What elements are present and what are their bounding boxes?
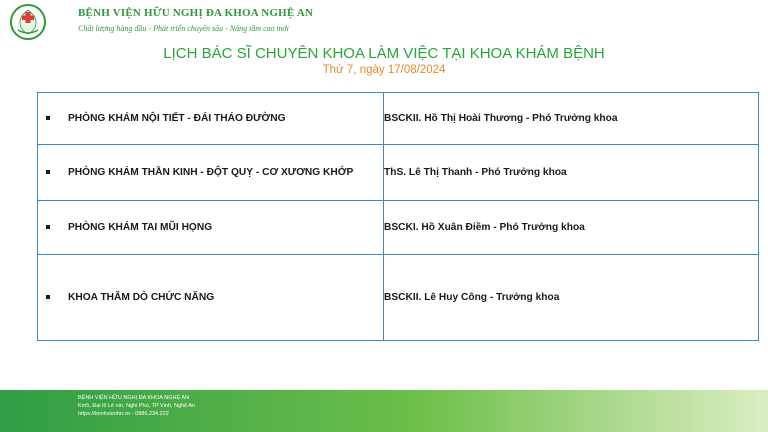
department-name: PHÒNG KHÁM TAI MŨI HỌNG bbox=[68, 222, 213, 233]
doctor-name: BSCKI. Hồ Xuân Điềm - Phó Trưởng khoa bbox=[384, 222, 585, 233]
doctor-name: ThS. Lê Thị Thanh - Phó Trưởng khoa bbox=[384, 167, 567, 178]
table-row bbox=[38, 93, 759, 145]
department-cell bbox=[38, 201, 384, 255]
department-name: PHÒNG KHÁM NỘI TIẾT - ĐÁI THÁO ĐƯỜNG bbox=[68, 113, 286, 124]
footer-hospital-name: BỆNH VIỆN HỮU NGHỊ ĐA KHOA NGHỆ AN bbox=[78, 395, 190, 401]
hospital-logo bbox=[10, 4, 46, 40]
table-row bbox=[38, 201, 759, 255]
table-row bbox=[38, 145, 759, 201]
hospital-slogan: Chất lượng hàng đầu - Phát triển chuyên sâu - Nâng tầm cao mới bbox=[78, 24, 289, 33]
bullet-icon bbox=[46, 116, 50, 120]
page-title: LỊCH BÁC SĨ CHUYÊN KHOA LÀM VIỆC TẠI KHOA KHÁM BỆNH bbox=[163, 45, 605, 62]
department-cell bbox=[38, 93, 384, 145]
hospital-name: BỆNH VIỆN HỮU NGHỊ ĐA KHOA NGHỆ AN bbox=[78, 7, 314, 19]
department-name: PHÒNG KHÁM THẦN KINH - ĐỘT QUỴ - CƠ XƯƠNG KHỚP bbox=[68, 167, 354, 178]
page-date: Thứ 7, ngày 17/08/2024 bbox=[322, 64, 446, 76]
doctor-name: BSCKII. Hồ Thị Hoài Thương - Phó Trưởng khoa bbox=[384, 113, 618, 124]
doctor-cell bbox=[384, 255, 759, 341]
footer bbox=[0, 390, 768, 432]
department-cell bbox=[38, 145, 384, 201]
bullet-icon bbox=[46, 225, 50, 229]
logo-cross-icon bbox=[12, 6, 44, 38]
doctor-cell bbox=[384, 93, 759, 145]
header bbox=[0, 0, 768, 44]
department-name: KHOA THĂM DÒ CHỨC NĂNG bbox=[68, 292, 215, 303]
doctor-cell bbox=[384, 201, 759, 255]
footer-contact: https://benhvienhn.vn - 0886.234.222 bbox=[78, 411, 169, 417]
footer-address: Km5, Đại lộ Lê nin, Nghi Phú, TP Vinh, Nghệ An bbox=[78, 403, 196, 409]
schedule-table bbox=[37, 92, 759, 341]
doctor-name: BSCKII. Lê Huy Công - Trưởng khoa bbox=[384, 292, 560, 303]
department-cell bbox=[38, 255, 384, 341]
doctor-cell bbox=[384, 145, 759, 201]
table-row bbox=[38, 255, 759, 341]
bullet-icon bbox=[46, 295, 50, 299]
bullet-icon bbox=[46, 170, 50, 174]
